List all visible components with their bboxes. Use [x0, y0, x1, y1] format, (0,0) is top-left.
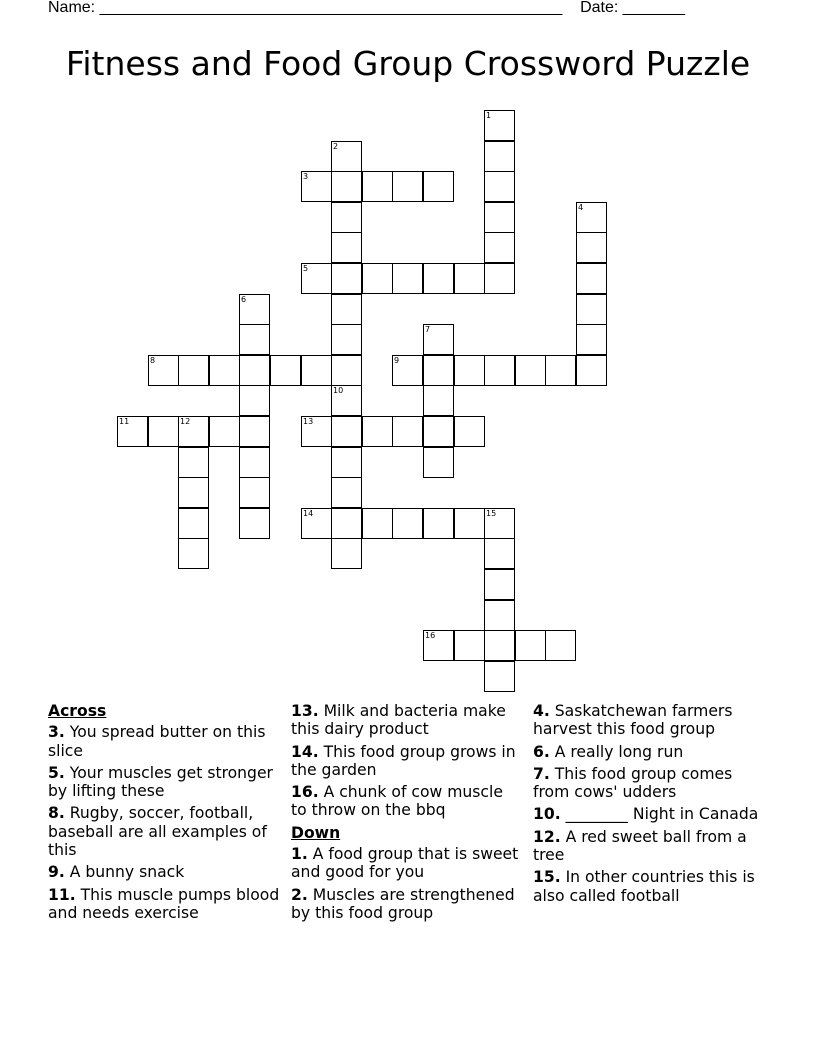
grid-cell[interactable]	[331, 294, 362, 325]
clue-item-text: Saskatchewan farmers harvest this food group	[533, 702, 733, 739]
grid-cell[interactable]	[423, 630, 454, 661]
clue-item-number: 8.	[48, 804, 65, 823]
grid-cell[interactable]	[331, 538, 362, 569]
clue-item-text: Your muscles get stronger by lifting these	[48, 763, 273, 801]
clue-item	[48, 863, 280, 881]
clue-item	[291, 886, 523, 923]
grid-cell[interactable]	[301, 355, 332, 386]
clue-item	[533, 765, 765, 802]
clue-item	[291, 743, 523, 780]
clue-number: 4	[578, 203, 584, 212]
grid-cell[interactable]	[331, 263, 362, 294]
grid-cell[interactable]	[331, 202, 362, 233]
clue-number: 9	[394, 356, 400, 365]
grid-cell[interactable]	[178, 416, 209, 447]
down-clue-list-continued	[533, 702, 765, 905]
grid-cell[interactable]	[362, 171, 393, 202]
grid-cell[interactable]	[178, 477, 209, 508]
clue-item	[48, 764, 280, 801]
clue-number: 8	[150, 356, 156, 365]
grid-cell[interactable]	[239, 385, 270, 416]
grid-cell[interactable]	[331, 141, 362, 172]
grid-cell[interactable]	[392, 416, 423, 447]
grid-cell[interactable]	[239, 294, 270, 325]
grid-cell[interactable]	[576, 263, 607, 294]
clue-item-number: 3.	[48, 723, 65, 742]
grid-cell[interactable]	[484, 355, 515, 386]
clue-item-text: This muscle pumps blood and needs exercise	[48, 885, 280, 922]
grid-cell[interactable]	[209, 355, 240, 386]
grid-cell[interactable]	[423, 324, 454, 355]
clue-item	[48, 886, 280, 923]
clue-number: 5	[303, 264, 309, 273]
clue-item-number: 9.	[48, 863, 65, 882]
clue-number: 13	[303, 417, 314, 426]
clue-item-text: Rugby, soccer, football, baseball are all examples of this	[48, 804, 267, 860]
grid-cell[interactable]	[239, 355, 270, 386]
clue-item	[291, 783, 523, 820]
grid-cell[interactable]	[239, 447, 270, 478]
name-date-line: Name: ____________________________________________________ Date: _______	[48, 0, 686, 16]
grid-cell[interactable]	[392, 355, 423, 386]
clue-item-text: This food group comes from cows' udders	[533, 764, 733, 802]
grid-cell[interactable]	[301, 508, 332, 539]
clue-item	[533, 743, 765, 761]
grid-cell[interactable]	[362, 416, 393, 447]
clue-number: 16	[425, 631, 436, 640]
grid-cell[interactable]	[484, 630, 515, 661]
grid-cell[interactable]	[484, 661, 515, 692]
clue-item-text: You spread butter on this slice	[48, 723, 266, 760]
grid-cell[interactable]	[515, 355, 546, 386]
grid-cell[interactable]	[454, 508, 485, 539]
grid-cell[interactable]	[301, 263, 332, 294]
grid-cell[interactable]	[423, 263, 454, 294]
grid-cell[interactable]	[148, 416, 179, 447]
clue-item	[291, 702, 523, 739]
clue-number: 1	[486, 111, 492, 120]
grid-cell[interactable]	[484, 110, 515, 141]
grid-cell[interactable]	[576, 324, 607, 355]
across-heading: Across	[48, 702, 107, 720]
grid-cell[interactable]	[362, 508, 393, 539]
clue-item-text: A bunny snack	[64, 863, 185, 882]
grid-cell[interactable]	[515, 630, 546, 661]
clue-item-number: 15.	[533, 868, 561, 887]
clue-item-text: A red sweet ball from a tree	[533, 827, 747, 865]
clue-number: 12	[180, 417, 191, 426]
clue-item-number: 11.	[48, 885, 76, 904]
grid-cell[interactable]	[454, 263, 485, 294]
grid-cell[interactable]	[576, 294, 607, 325]
grid-cell[interactable]	[331, 477, 362, 508]
grid-cell[interactable]	[484, 508, 515, 539]
grid-cell[interactable]	[454, 355, 485, 386]
clue-item-text: Muscles are strengthened by this food group	[291, 885, 515, 922]
grid-cell[interactable]	[545, 630, 576, 661]
clue-item	[533, 828, 765, 865]
grid-cell[interactable]	[301, 416, 332, 447]
grid-cell[interactable]	[423, 508, 454, 539]
grid-cell[interactable]	[178, 508, 209, 539]
grid-cell[interactable]	[117, 416, 148, 447]
grid-cell[interactable]	[239, 416, 270, 447]
grid-cell[interactable]	[331, 171, 362, 202]
clue-item-number: 2.	[291, 885, 308, 904]
grid-cell[interactable]	[454, 630, 485, 661]
clue-item	[533, 868, 765, 905]
grid-cell[interactable]	[209, 416, 240, 447]
grid-cell[interactable]	[423, 355, 454, 386]
clue-item-text: In other countries this is also called football	[533, 868, 755, 905]
grid-cell[interactable]	[362, 263, 393, 294]
grid-cell[interactable]	[239, 477, 270, 508]
grid-cell[interactable]	[545, 355, 576, 386]
grid-cell[interactable]	[331, 416, 362, 447]
clue-item	[533, 702, 765, 739]
grid-cell[interactable]	[331, 324, 362, 355]
grid-cell[interactable]	[178, 355, 209, 386]
clue-item-text: A really long run	[549, 742, 684, 761]
grid-cell[interactable]	[178, 538, 209, 569]
grid-cell[interactable]	[270, 355, 301, 386]
grid-cell[interactable]	[454, 416, 485, 447]
clues-column-3	[533, 702, 765, 909]
page-title: Fitness and Food Group Crossword Puzzle	[65, 44, 751, 83]
clue-item	[291, 845, 523, 882]
grid-cell[interactable]	[484, 202, 515, 233]
clue-item-text: Milk and bacteria make this dairy product	[291, 702, 506, 739]
grid-cell[interactable]	[239, 324, 270, 355]
grid-cell[interactable]	[423, 447, 454, 478]
clue-item-number: 4.	[533, 702, 550, 720]
grid-cell[interactable]	[576, 355, 607, 386]
clue-item-number: 13.	[291, 702, 319, 720]
grid-cell[interactable]	[484, 171, 515, 202]
clue-item-text: A chunk of cow muscle to throw on the bbq	[291, 783, 503, 820]
grid-cell[interactable]	[484, 263, 515, 294]
clue-item-number: 7.	[533, 764, 550, 783]
across-clue-list-continued	[291, 702, 523, 820]
clue-item-text: A food group that is sweet and good for you	[291, 845, 519, 882]
grid-cell[interactable]	[576, 232, 607, 263]
grid-cell[interactable]	[331, 385, 362, 416]
grid-cell[interactable]	[484, 538, 515, 569]
clue-number: 3	[303, 172, 309, 181]
grid-cell[interactable]	[423, 171, 454, 202]
clue-item-number: 6.	[533, 742, 550, 761]
grid-cell[interactable]	[484, 141, 515, 172]
grid-cell[interactable]	[301, 171, 332, 202]
grid-cell[interactable]	[331, 508, 362, 539]
clue-item-text: ________ Night in Canada	[560, 805, 759, 824]
grid-cell[interactable]	[392, 263, 423, 294]
clue-number: 10	[333, 386, 344, 395]
down-clue-list	[291, 845, 523, 922]
grid-cell[interactable]	[423, 385, 454, 416]
grid-cell[interactable]	[331, 232, 362, 263]
grid-cell[interactable]	[178, 447, 209, 478]
grid-cell[interactable]	[484, 600, 515, 631]
clue-number: 14	[303, 509, 314, 518]
clues-column-1	[48, 702, 280, 926]
grid-cell[interactable]	[331, 355, 362, 386]
clue-item-number: 1.	[291, 845, 308, 864]
grid-cell[interactable]	[392, 508, 423, 539]
grid-cell[interactable]	[148, 355, 179, 386]
grid-cell[interactable]	[576, 202, 607, 233]
down-heading: Down	[291, 823, 341, 842]
clue-item	[48, 723, 280, 760]
clue-number: 11	[119, 417, 130, 426]
grid-cell[interactable]	[331, 447, 362, 478]
clue-item-text: This food group grows in the garden	[291, 742, 516, 779]
clue-item	[533, 805, 765, 823]
clue-number: 7	[425, 325, 431, 334]
clue-item-number: 16.	[291, 783, 319, 802]
grid-cell[interactable]	[484, 569, 515, 600]
clues-column-2	[291, 702, 523, 926]
across-clue-list	[48, 723, 280, 922]
clue-number: 6	[241, 295, 247, 304]
grid-cell[interactable]	[484, 232, 515, 263]
clue-item-number: 12.	[533, 827, 561, 846]
grid-cell[interactable]	[239, 508, 270, 539]
clue-item-number: 5.	[48, 763, 65, 782]
clue-item-number: 10.	[533, 805, 561, 824]
clue-item	[48, 804, 280, 859]
grid-cell[interactable]	[423, 416, 454, 447]
clue-item-number: 14.	[291, 742, 319, 761]
grid-cell[interactable]	[392, 171, 423, 202]
clue-number: 15	[486, 509, 497, 518]
clue-number: 2	[333, 142, 339, 151]
